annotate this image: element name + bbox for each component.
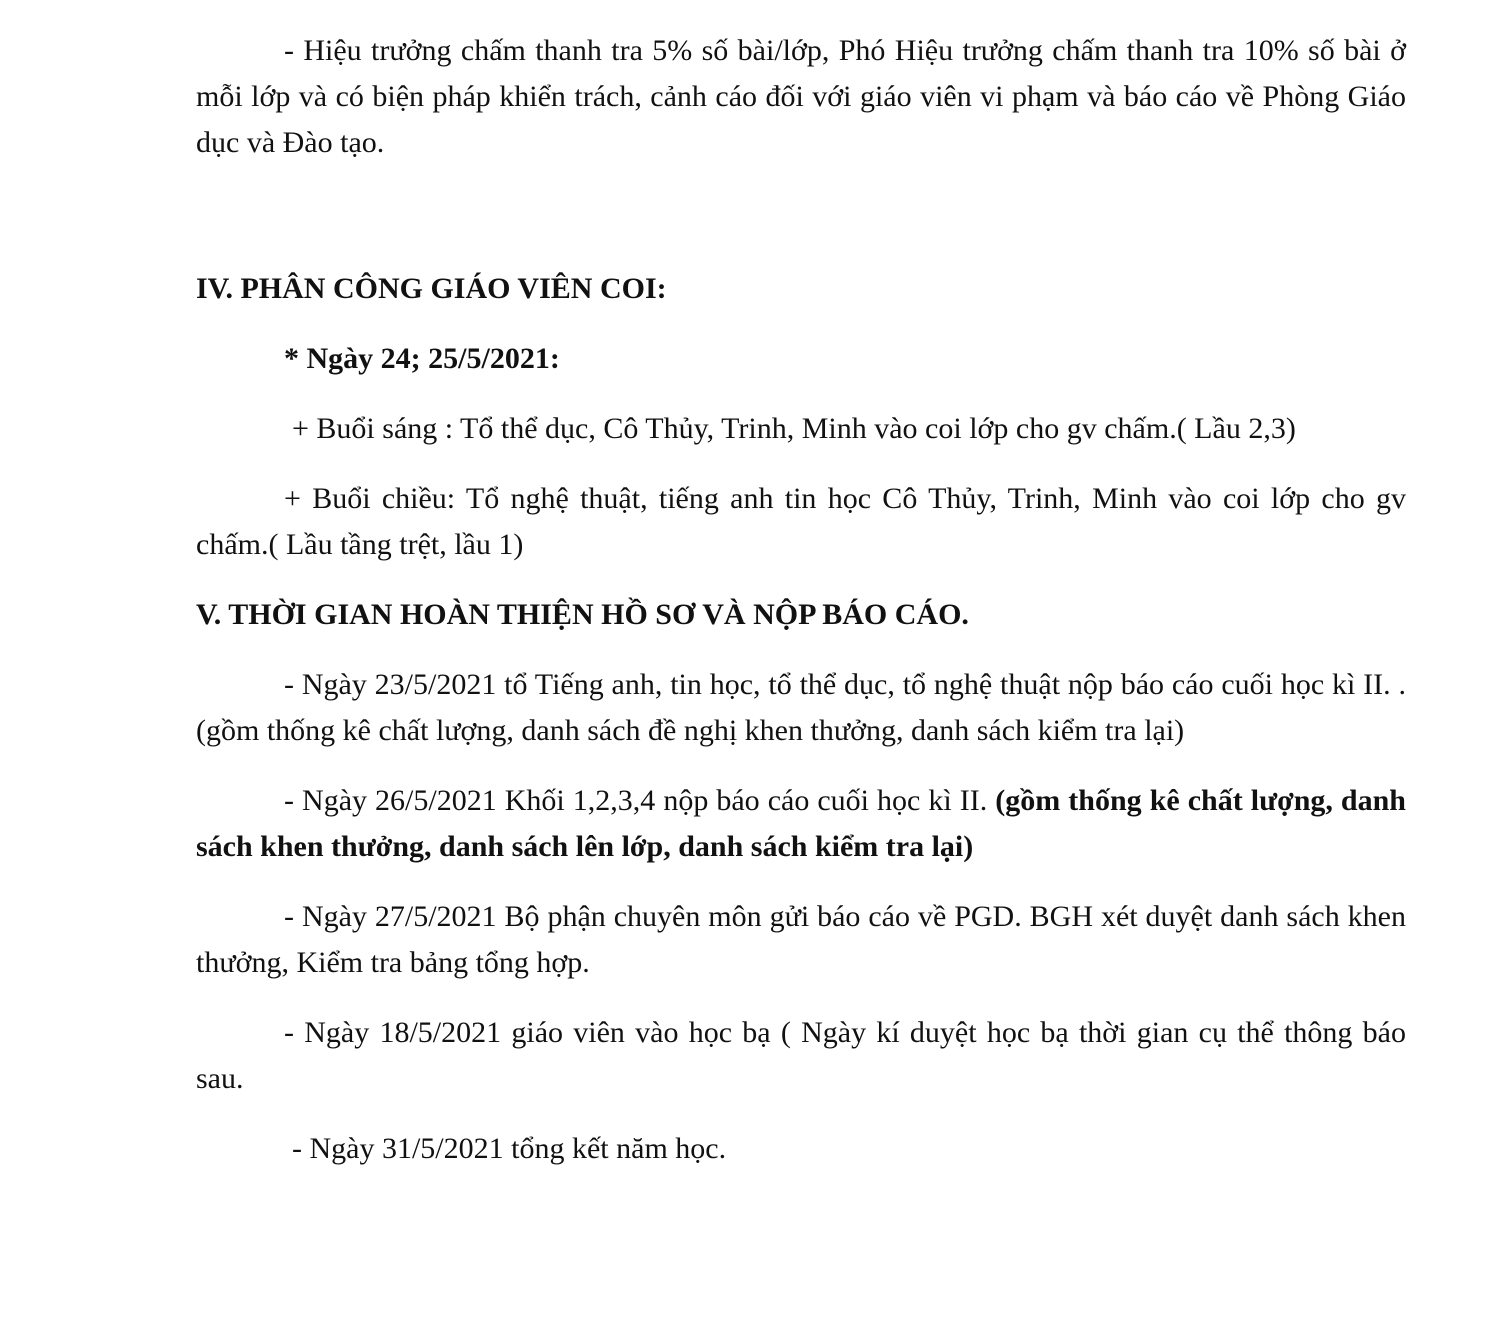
section-v-title: V. THỜI GIAN HOÀN THIỆN HỒ SƠ VÀ NỘP BÁO CÁO. <box>196 598 969 631</box>
paragraph-inspection: - Hiệu trưởng chấm thanh tra 5% số bài/lớp, Phó Hiệu trưởng chấm thanh tra 10% số bài ở mỗi lớp và có biện pháp khiển trách, cảnh cáo đối với giáo viên vi phạm và báo cáo về Phòng Giáo dục và Đào tạo. <box>196 34 1406 159</box>
section-v-item-3: - Ngày 27/5/2021 Bộ phận chuyên môn gửi báo cáo về PGD. BGH xét duyệt danh sách khen thưởng, Kiểm tra bảng tổng hợp. <box>196 900 1406 979</box>
section-v-item-5: - Ngày 31/5/2021 tổng kết năm học. <box>292 1132 727 1165</box>
section-v-item-2 <box>196 778 1406 870</box>
section-v-item-2-bold: (gồm thống kê chất lượng, danh sách khen thưởng, danh sách lên lớp, danh sách kiểm tra lại) <box>196 784 1406 863</box>
section-iv-title: IV. PHÂN CÔNG GIÁO VIÊN COI: <box>196 272 667 305</box>
section-iv-date-heading: * Ngày 24; 25/5/2021: <box>284 342 560 375</box>
section-v-item-2-plain: - Ngày 26/5/2021 Khối 1,2,3,4 nộp báo cáo cuối học kì II. <box>284 784 996 817</box>
section-v-item-4: - Ngày 18/5/2021 giáo viên vào học bạ ( Ngày kí duyệt học bạ thời gian cụ thể thông báo sau. <box>196 1016 1406 1095</box>
section-iv-afternoon: + Buổi chiều: Tổ nghệ thuật, tiếng anh tin học Cô Thủy, Trinh, Minh vào coi lớp cho gv chấm.( Lầu tầng trệt, lầu 1) <box>196 482 1406 561</box>
section-iv-morning: + Buổi sáng : Tổ thể dục, Cô Thủy, Trinh, Minh vào coi lớp cho gv chấm.( Lầu 2,3) <box>292 412 1296 445</box>
section-v-item-1: - Ngày 23/5/2021 tổ Tiếng anh, tin học, tổ thể dục, tổ nghệ thuật nộp báo cáo cuối học kì II. .(gồm thống kê chất lượng, danh sách đề nghị khen thưởng, danh sách kiểm tra lại) <box>196 668 1406 747</box>
document-page <box>196 28 1406 1172</box>
